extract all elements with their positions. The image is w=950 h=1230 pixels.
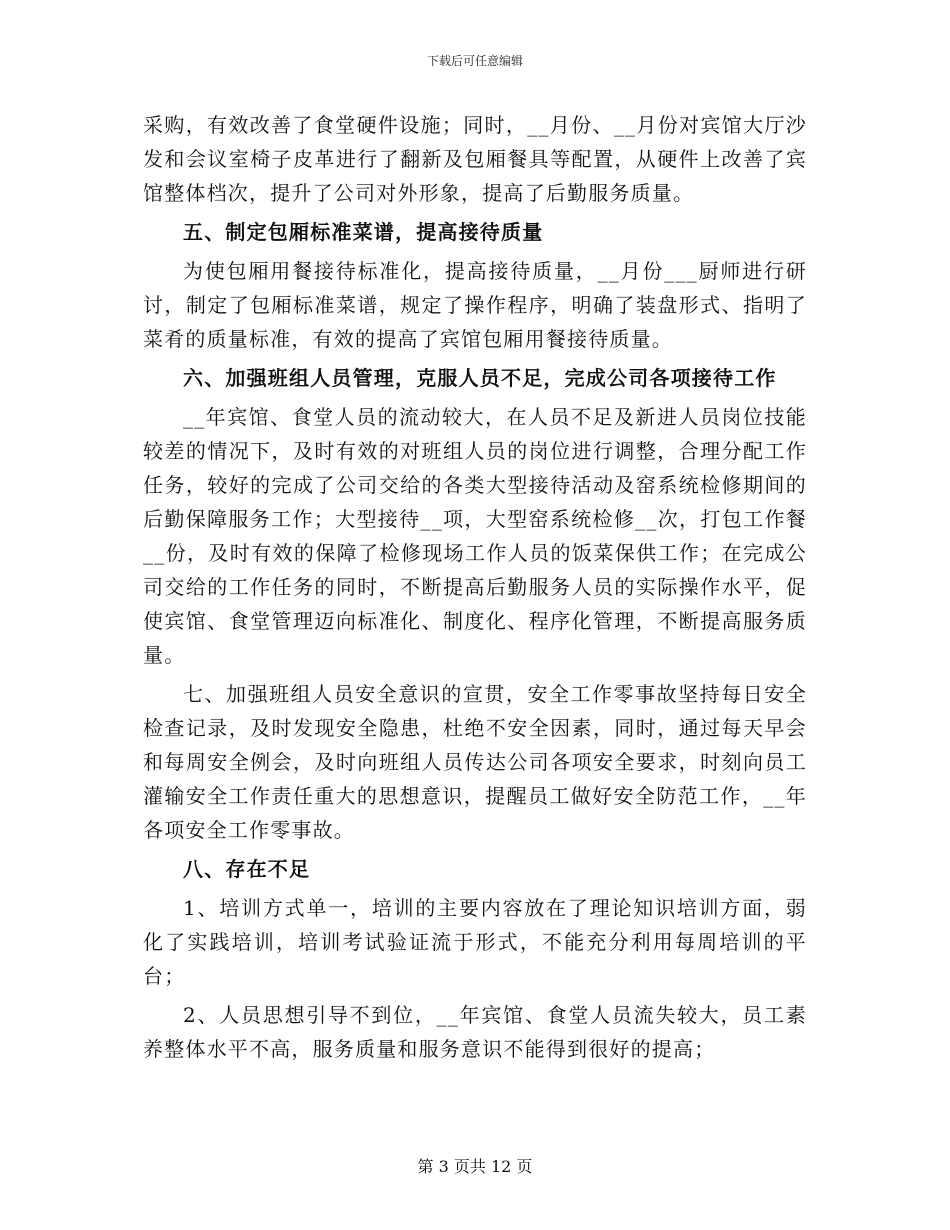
paragraph-section-6: __年宾馆、食堂人员的流动较大，在人员不足及新进人员岗位技能较差的情况下，及时有效的对班组人员的岗位进行调整，合理分配工作任务，较好的完成了公司交给的各类大型接待活动及窑系统检修期间的后勤保障服务工作；大型接待__项，大型窑系统检修__次，打包工作餐__份，及时有效的保障了检修现场工作人员的饭菜保供工作；在完成公司交给的工作任务的同时，不断提高后勤服务人员的实际操作水平，促使宾馆、食堂管理迈向标准化、制度化、程序化管理，不断提高服务质量。 (143, 405, 807, 667)
section-heading-5: 五、制定包厢标准菜谱，提高接待质量 (183, 220, 544, 244)
section-heading-8: 八、存在不足 (183, 857, 311, 881)
paragraph-section-5: 为使包厢用餐接待标准化，提高接待质量，__月份___厨师进行研讨，制定了包厢标准菜谱，规定了操作程序，明确了装盘形式、指明了菜肴的质量标准，有效的提高了宾馆包厢用餐接待质量。 (143, 259, 807, 351)
paragraph-shortcoming-2: 2、人员思想引导不到位，__年宾馆、食堂人员流失较大，员工素养整体水平不高，服务质量和服务意识不能得到很好的提高； (143, 1003, 807, 1061)
page-header: 下载后可任意编辑 (426, 54, 523, 68)
paragraph-section-7: 七、加强班组人员安全意识的宣贯，安全工作零事故坚持每日安全检查记录，及时发现安全隐患，杜绝不安全因素，同时，通过每天早会和每周安全例会，及时向班组人员传达公司各项安全要求，时刻向员工灌输安全工作责任重大的思想意识，提醒员工做好安全防范工作，__年各项安全工作零事故。 (143, 682, 807, 842)
paragraph-shortcoming-1: 1、培训方式单一，培训的主要内容放在了理论知识培训方面，弱化了实践培训，培训考试验证流于形式，不能充分利用每周培训的平台； (143, 896, 807, 988)
document-body (143, 108, 807, 1066)
page-footer: 第 3 页共 12 页 (417, 1157, 533, 1176)
paragraph-continued: 采购，有效改善了食堂硬件设施；同时，__月份、__月份对宾馆大厅沙发和会议室椅子皮革进行了翻新及包厢餐具等配置，从硬件上改善了宾馆整体档次，提升了公司对外形象，提高了后勤服务质量。 (143, 113, 807, 205)
section-heading-6: 六、加强班组人员管理，克服人员不足，完成公司各项接待工作 (183, 366, 777, 390)
